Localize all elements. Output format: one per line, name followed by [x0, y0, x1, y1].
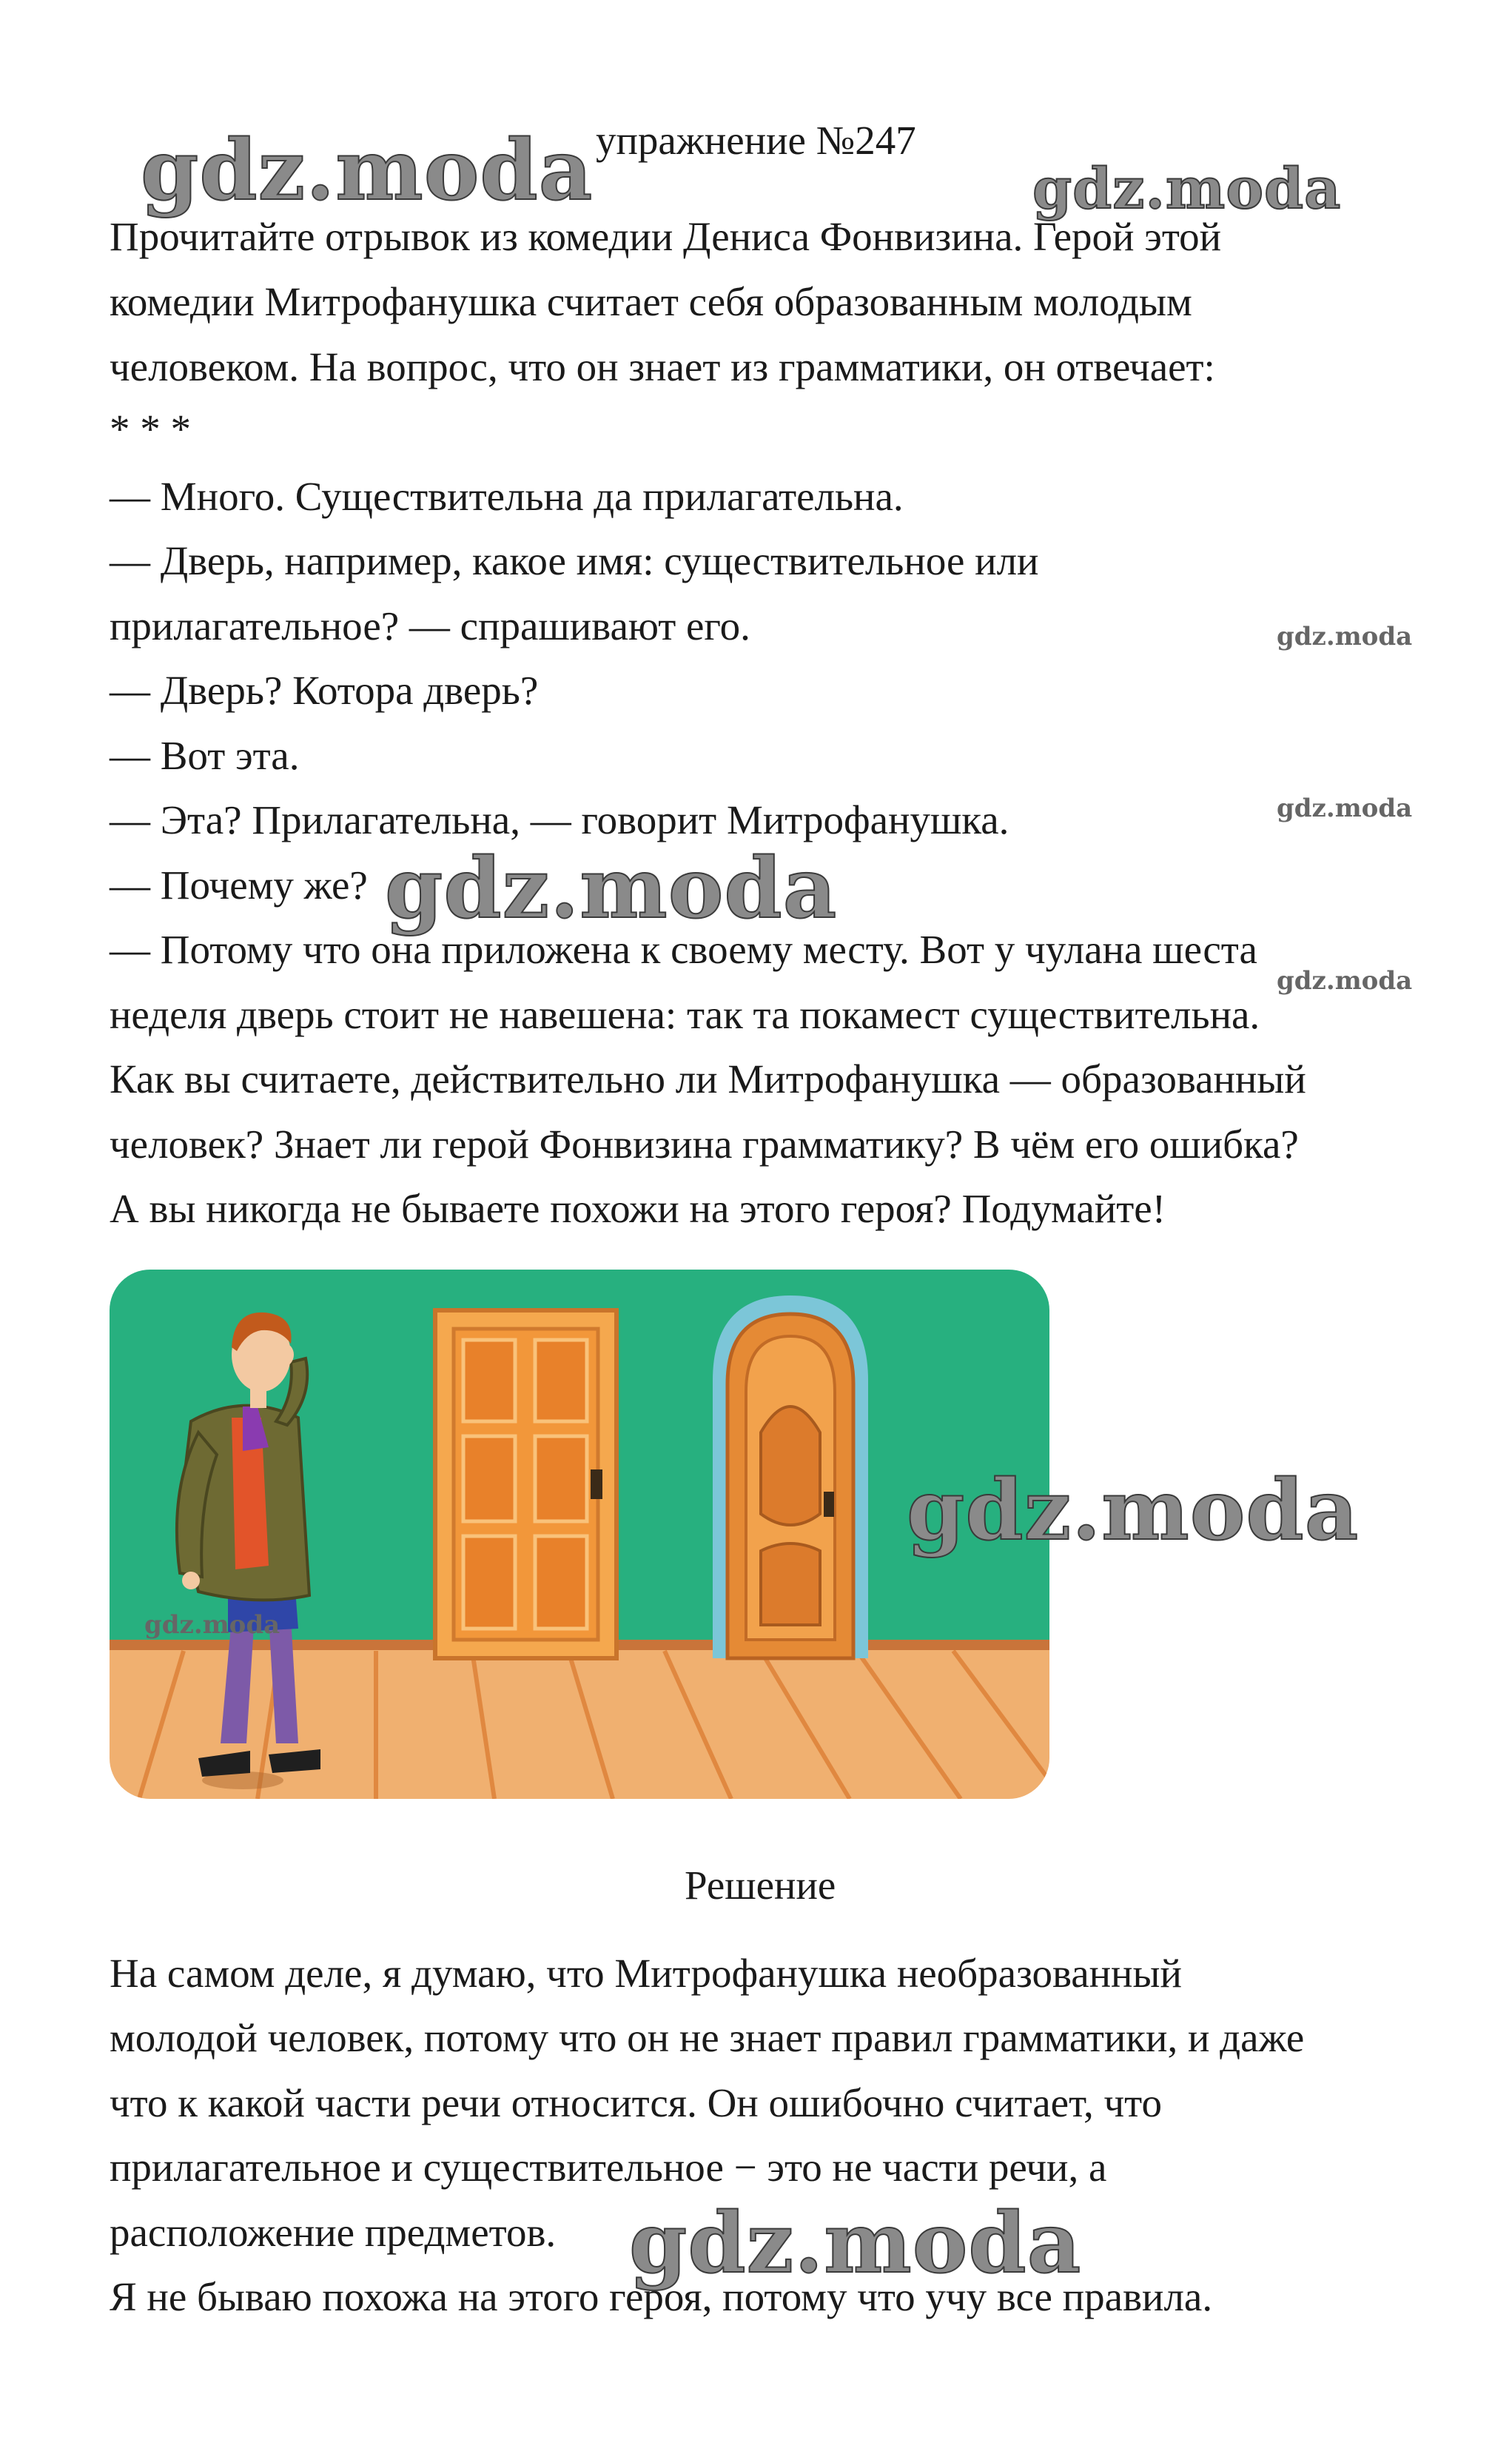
solution-heading: Решение: [685, 1863, 836, 1908]
watermark: gdz.moda: [1032, 155, 1342, 221]
solution-line: прилагательное и существительное − это не части речи, а: [110, 2145, 1107, 2190]
exercise-line: А вы никогда не бываете похожи на этого героя? Подумайте!: [110, 1186, 1166, 1231]
exercise-line: * * *: [110, 406, 191, 452]
watermark: gdz.moda: [907, 1462, 1360, 1559]
watermark: gdz.moda: [629, 2195, 1082, 2292]
exercise-line: комедии Митрофанушка считает себя образованным молодым: [110, 279, 1192, 324]
solution-line: что к какой части речи относится. Он ошибочно считает, что: [110, 2080, 1162, 2125]
exercise-line: человек? Знает ли герой Фонвизина грамматику? В чём его ошибка?: [110, 1122, 1299, 1167]
watermark: gdz.moda: [385, 840, 838, 937]
watermark: gdz.moda: [141, 122, 594, 219]
paneled-door: [435, 1310, 616, 1658]
exercise-line: человеком. На вопрос, что он знает из грамматики, он отвечает:: [110, 344, 1215, 389]
exercise-line: — Много. Существительна да прилагательна.: [110, 474, 904, 519]
exercise-line: — Эта? Прилагательна, — говорит Митрофанушка.: [110, 797, 1009, 842]
exercise-line: — Почему же?: [110, 862, 368, 908]
exercise-line: Как вы считаете, действительно ли Митрофанушка — образованный: [110, 1056, 1306, 1102]
watermark: gdz.moda: [1277, 966, 1413, 996]
exercise-line: — Дверь? Котора дверь?: [110, 668, 539, 713]
watermark: gdz.moda: [1277, 622, 1413, 651]
exercise-line: — Дверь, например, какое имя: существительное или: [110, 538, 1039, 583]
exercise-title: упражнение №247: [596, 118, 916, 163]
solution-line: молодой человек, потому что он не знает правил грамматики, и даже: [110, 2015, 1305, 2060]
exercise-line: неделя дверь стоит не навешена: так та покамест существительна.: [110, 992, 1260, 1037]
solution-line: Я не бываю похожа на этого героя, потому что учу все правила.: [110, 2274, 1213, 2319]
exercise-line: — Вот эта.: [110, 733, 300, 778]
exercise-line: — Потому что она приложена к своему месту. Вот у чулана шеста: [110, 927, 1257, 972]
solution-line: расположение предметов.: [110, 2210, 557, 2255]
watermark: gdz.moda: [1277, 794, 1413, 823]
arched-door: [713, 1295, 868, 1658]
solution-line: На самом деле, я думаю, что Митрофанушка необразованный: [110, 1951, 1182, 1996]
watermark: gdz.moda: [144, 1610, 280, 1640]
exercise-line: Прочитайте отрывок из комедии Дениса Фонвизина. Герой этой: [110, 214, 1222, 259]
exercise-line: прилагательное? — спрашивают его.: [110, 603, 750, 648]
